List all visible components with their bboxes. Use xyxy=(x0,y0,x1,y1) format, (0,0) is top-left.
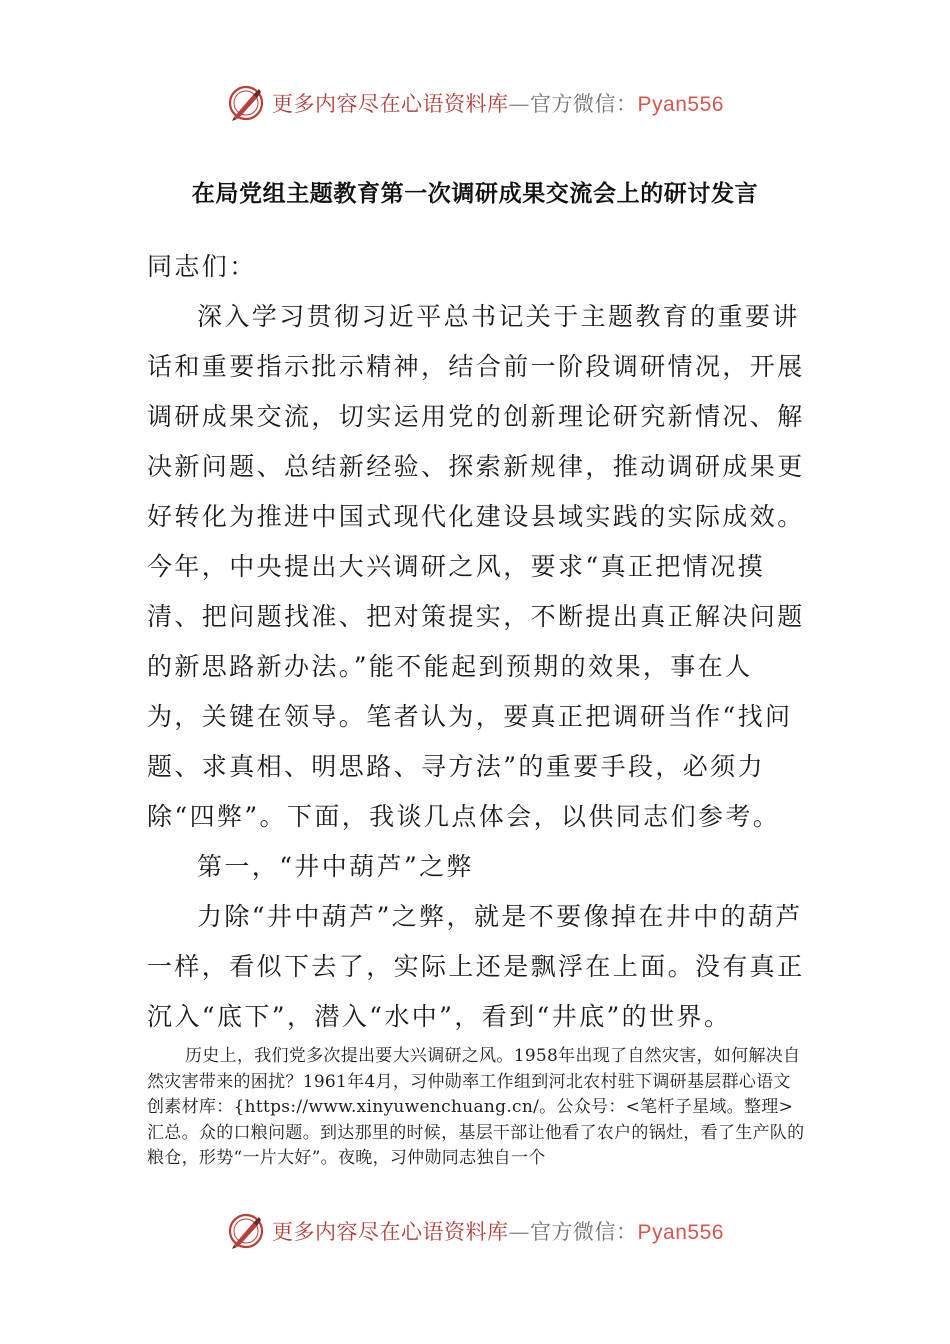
header-banner xyxy=(0,78,950,128)
pen-logo-icon xyxy=(226,1211,266,1251)
banner-site-name: 更多内容尽在心语资料库 xyxy=(272,1220,509,1244)
body-paragraph: 力除“井中葫芦”之弊，就是不要像掉在井中的葫芦一样，看似下去了，实际上还是飘浮在上面。没有真正沉入“底下”，潜入“水中”，看到“井底”的世界。 xyxy=(147,902,805,1031)
small-paragraph: 历史上，我们党多次提出要大兴调研之风。1958年出现了自然灾害，如何解决自然灾害带来的困扰？1961年4月，习仲勋率工作组到河北农村驻下调研基层群心语文创素材库：{https://www.xinyuwenchuang.cn/。公众号：<笔杆子星域。整理>汇总。众的口粮问题。到达那里的时候，基层干部让他看了农户的锅灶，看了生产队的粮仓，形势“一片大好”。夜晚，习仲勋同志独自一个 xyxy=(147,1046,805,1168)
salutation: 同志们： xyxy=(147,252,257,281)
document-title: 在局党组主题教育第一次调研成果交流会上的研讨发言 xyxy=(191,181,759,207)
document-body xyxy=(147,242,807,1042)
banner-wechat-id: Pyan556 xyxy=(637,93,724,116)
banner-text xyxy=(272,88,724,118)
banner-wechat-label: 官方微信： xyxy=(530,1220,638,1244)
banner-wechat-label: 官方微信： xyxy=(530,92,638,116)
banner-dash: — xyxy=(508,92,531,116)
banner-wechat-id: Pyan556 xyxy=(637,1221,724,1244)
body-paragraph: 深入学习贯彻习近平总书记关于主题教育的重要讲话和重要指示批示精神，结合前一阶段调研情况，开展调研成果交流，切实运用党的创新理论研究新情况、解决新问题、总结新经验、探索新规律，推动调研成果更好转化为推进中国式现代化建设县域实践的实际成效。今年，中央提出大兴调研之风，要求“真正把情况摸清、把问题找准、把对策提实，不断提出真正解决问题的新思路新办法。”能不能起到预期的效果，事在人为，关键在领导。笔者认为，要真正把调研当作“找问题、求真相、明思路、寻方法”的重要手段，必须力除“四弊”。下面，我谈几点体会，以供同志们参考。 xyxy=(147,302,805,831)
section-heading: 第一，“井中葫芦”之弊 xyxy=(197,852,474,881)
banner-dash: — xyxy=(508,1220,531,1244)
footer-banner xyxy=(0,1206,950,1256)
banner-text xyxy=(272,1216,724,1246)
banner-site-name: 更多内容尽在心语资料库 xyxy=(272,92,509,116)
pen-logo-icon xyxy=(226,83,266,123)
